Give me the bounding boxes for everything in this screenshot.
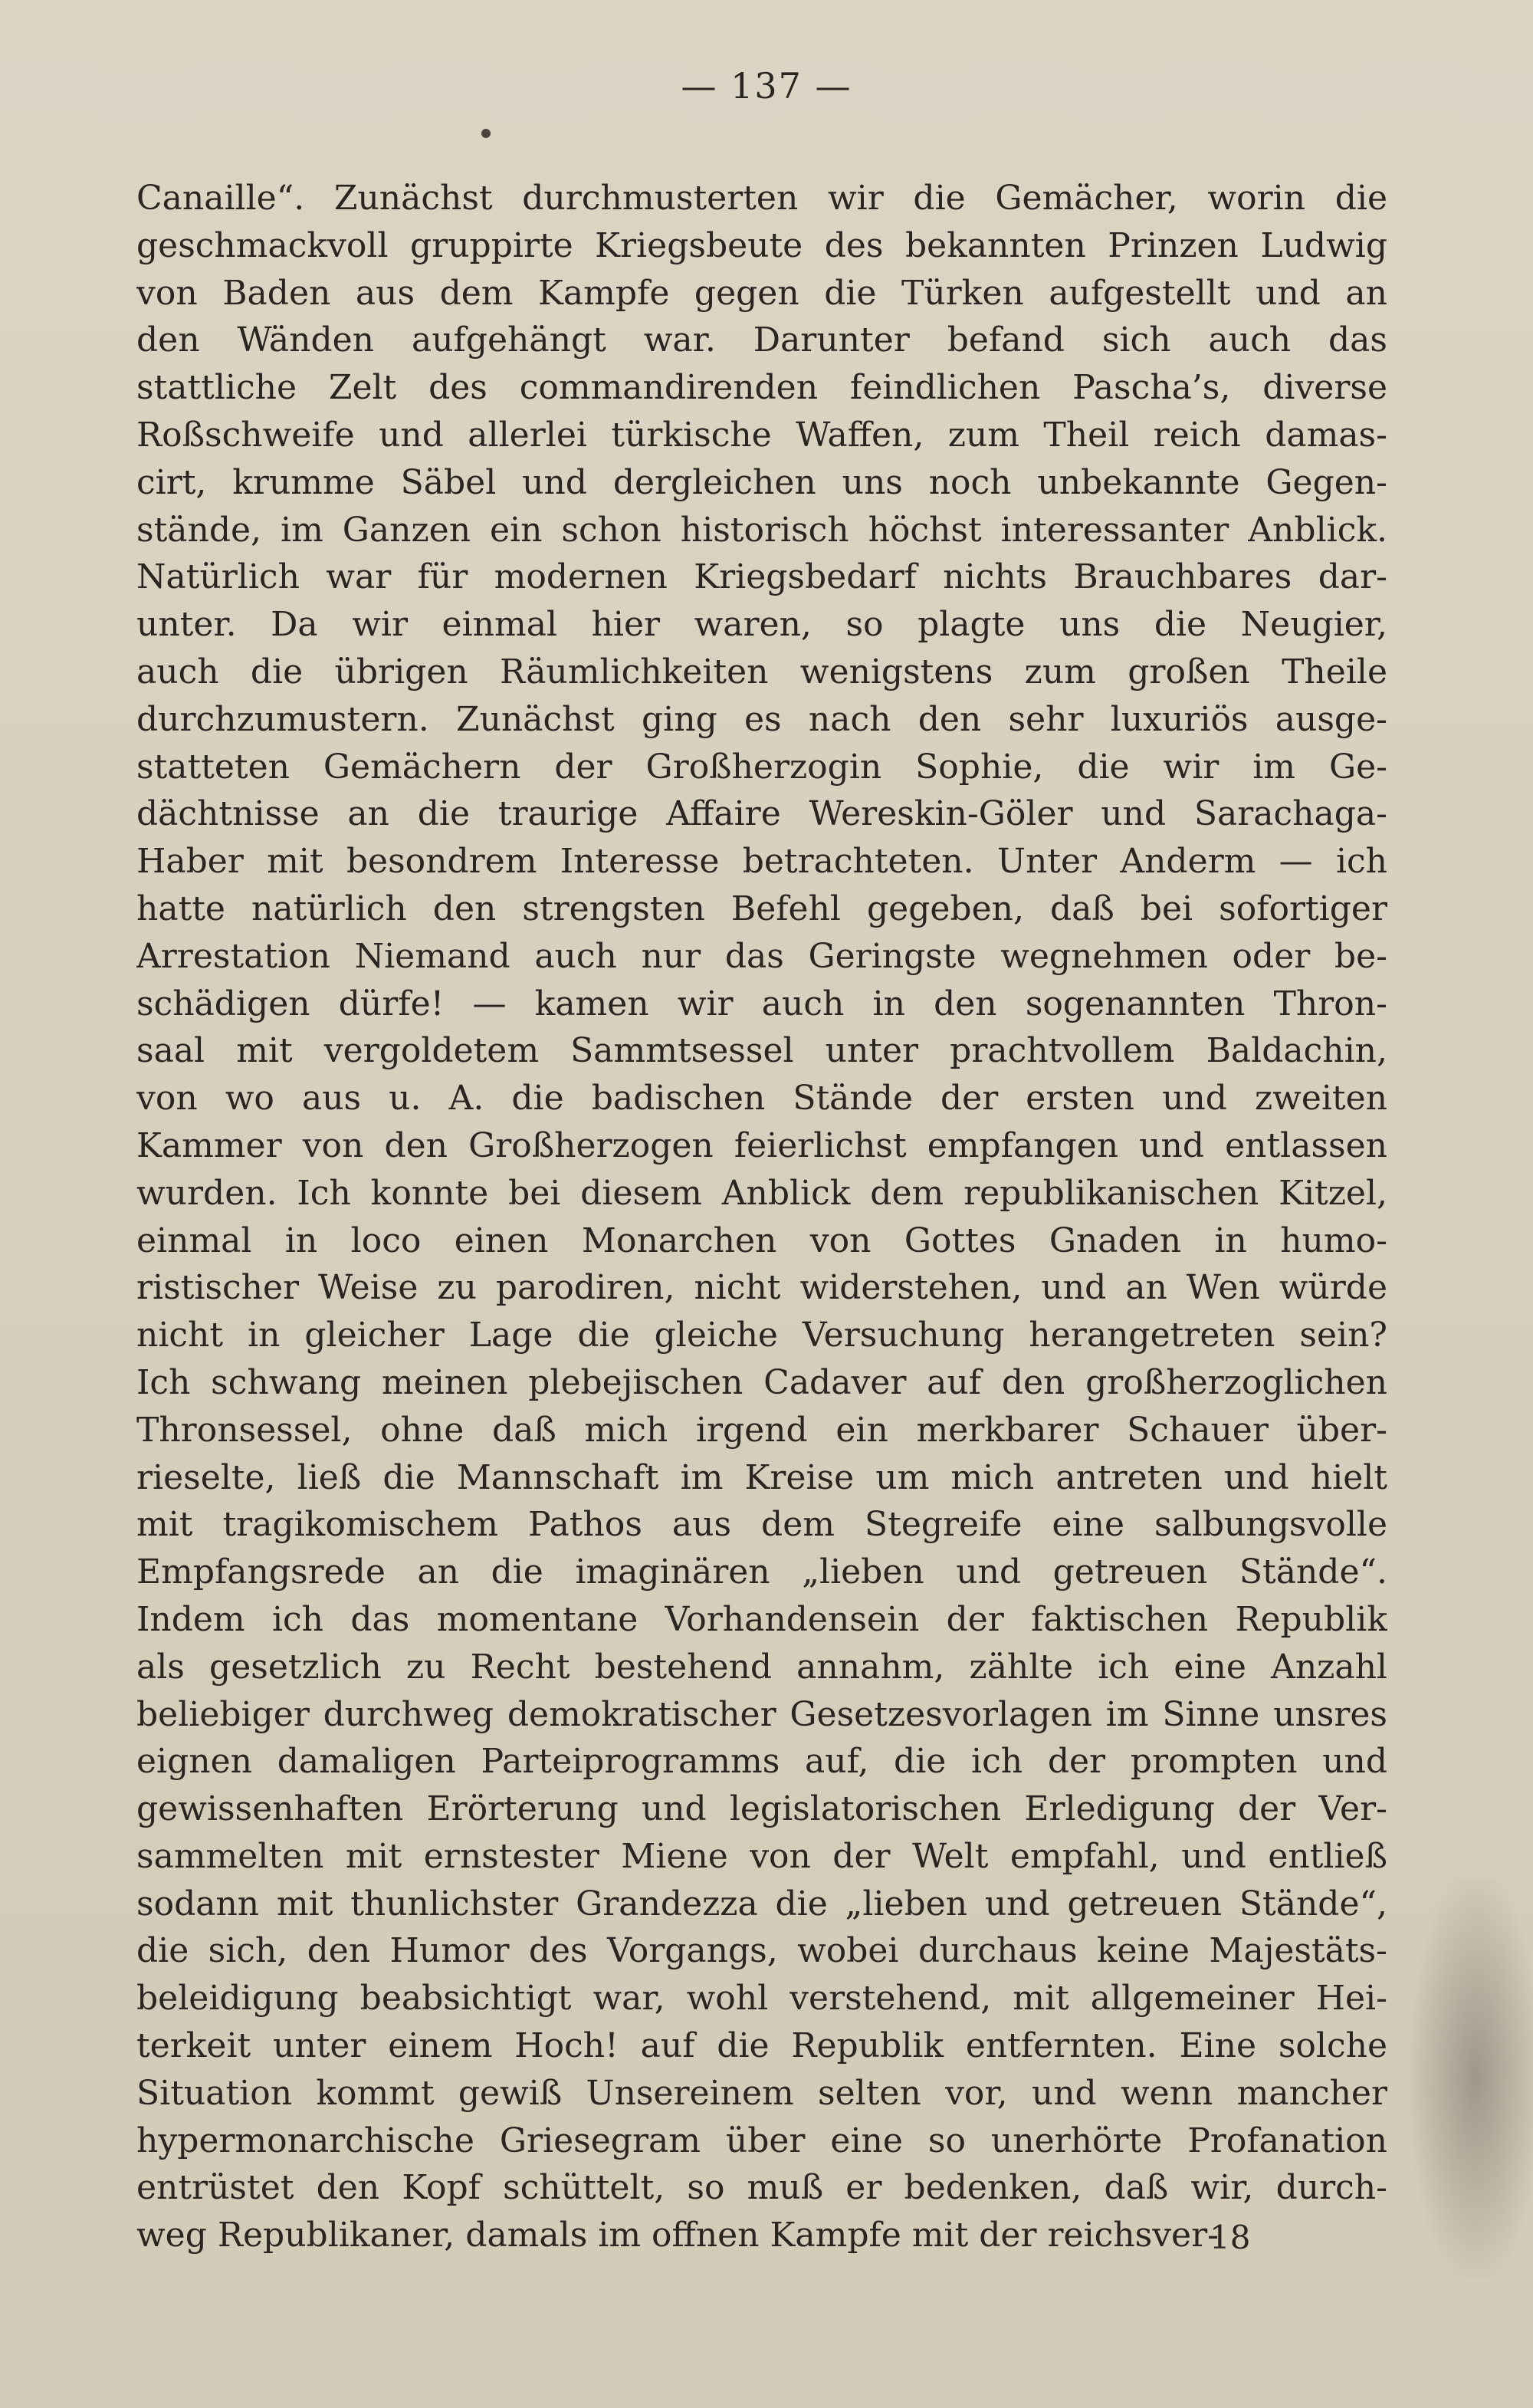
text-line: den Wänden aufgehängt war. Darunter befand sich auch das xyxy=(136,320,1387,360)
text-line: beleidigung beabsichtigt war, wohl verstehend, mit allgemeiner Hei- xyxy=(136,1979,1387,2019)
text-line: saal mit vergoldetem Sammtsessel unter prachtvollem Baldachin, xyxy=(136,1031,1387,1071)
text-line: die sich, den Humor des Vorgangs, wobei durchaus keine Majestäts- xyxy=(136,1931,1387,1971)
text-line: als gesetzlich zu Recht bestehend annahm, zählte ich eine Anzahl xyxy=(136,1647,1387,1687)
text-line: rieselte, ließ die Mannschaft im Kreise um mich antreten und hielt xyxy=(136,1457,1387,1497)
page-number-header: — 137 — xyxy=(681,65,852,107)
text-line: auch die übrigen Räumlichkeiten wenigstens zum großen Theile xyxy=(136,652,1387,692)
text-line: Ich schwang meinen plebejischen Cadaver auf den großherzoglichen xyxy=(136,1362,1387,1402)
ink-dot xyxy=(481,129,491,138)
text-line: Thronsessel, ohne daß mich irgend ein merkbarer Schauer über- xyxy=(136,1410,1387,1450)
text-line: geschmackvoll gruppirte Kriegsbeute des bekannten Prinzen Ludwig xyxy=(136,225,1387,265)
text-line: dächtnisse an die traurige Affaire Wereskin-Göler und Sarachaga- xyxy=(136,794,1387,834)
text-line: beliebiger durchweg demokratischer Gesetzesvorlagen im Sinne unsres xyxy=(136,1694,1387,1734)
text-line: hatte natürlich den strengsten Befehl gegeben, daß bei sofortiger xyxy=(136,889,1387,928)
text-line: nicht in gleicher Lage die gleiche Versuchung herangetreten sein? xyxy=(136,1316,1387,1355)
text-line: Situation kommt gewiß Unsereinem selten vor, und wenn mancher xyxy=(136,2073,1387,2113)
text-line: ristischer Weise zu parodiren, nicht widerstehen, und an Wen würde xyxy=(136,1268,1387,1308)
text-line: stattliche Zelt des commandirenden feindlichen Pascha’s, diverse xyxy=(136,368,1387,408)
text-line: Haber mit besondrem Interesse betrachteten. Unter Anderm — ich xyxy=(136,842,1387,882)
text-line: unter. Da wir einmal hier waren, so plagte uns die Neugier, xyxy=(136,605,1387,645)
text-line: cirt, krumme Säbel und dergleichen uns noch unbekannte Gegen- xyxy=(136,462,1387,502)
text-line: sammelten mit ernstester Miene von der Welt empfahl, und entließ xyxy=(136,1836,1387,1876)
text-line: hypermonarchische Griesegram über eine so unerhörte Profanation xyxy=(136,2121,1387,2160)
text-line: von wo aus u. A. die badischen Stände der ersten und zweiten xyxy=(136,1079,1387,1119)
text-line: eignen damaligen Parteiprogramms auf, die ich der prompten und xyxy=(136,1742,1387,1782)
text-line: einmal in loco einen Monarchen von Gottes Gnaden in humo- xyxy=(136,1220,1387,1260)
text-line: sodann mit thunlichster Grandezza die „lieben und getreuen Stände“, xyxy=(136,1884,1387,1923)
text-line: terkeit unter einem Hoch! auf die Republik entfernten. Eine solche xyxy=(136,2026,1387,2066)
text-line: statteten Gemächern der Großherzogin Sophie, die wir im Ge- xyxy=(136,747,1387,787)
text-line: Roßschweife und allerlei türkische Waffen, zum Theil reich damas- xyxy=(136,415,1387,455)
text-line: schädigen dürfe! — kamen wir auch in den sogenannten Thron- xyxy=(136,984,1387,1023)
text-line: mit tragikomischem Pathos aus dem Stegreife eine salbungsvolle xyxy=(136,1505,1387,1545)
text-line: Indem ich das momentane Vorhandensein der faktischen Republik xyxy=(136,1599,1387,1639)
text-line: Kammer von den Großherzogen feierlichst empfangen und entlassen xyxy=(136,1125,1387,1165)
page-stain xyxy=(1410,1878,1533,2277)
text-line: Arrestation Niemand auch nur das Geringste wegnehmen oder be- xyxy=(136,936,1387,976)
text-line: Empfangsrede an die imaginären „lieben und getreuen Stände“. xyxy=(136,1552,1387,1592)
signature-mark: 18 xyxy=(1210,2219,1251,2256)
text-line: gewissenhaften Erörterung und legislatorischen Erledigung der Ver- xyxy=(136,1789,1387,1829)
text-line: weg Republikaner, damals im offnen Kampfe mit der reichsver- xyxy=(136,2216,1219,2255)
text-line: wurden. Ich konnte bei diesem Anblick dem republikanischen Kitzel, xyxy=(136,1173,1387,1213)
text-line: von Baden aus dem Kampfe gegen die Türken aufgestellt und an xyxy=(136,273,1387,313)
text-line: durchzumustern. Zunächst ging es nach den sehr luxuriös ausge- xyxy=(136,699,1387,739)
text-line: stände, im Ganzen ein schon historisch höchst interessanter Anblick. xyxy=(136,510,1387,550)
text-line: entrüstet den Kopf schüttelt, so muß er bedenken, daß wir, durch- xyxy=(136,2168,1387,2208)
body-text xyxy=(136,175,1387,2259)
text-line: Canaille“. Zunächst durchmusterten wir die Gemächer, worin die xyxy=(136,179,1387,218)
text-line: Natürlich war für modernen Kriegsbedarf nichts Brauchbares dar- xyxy=(136,557,1387,597)
